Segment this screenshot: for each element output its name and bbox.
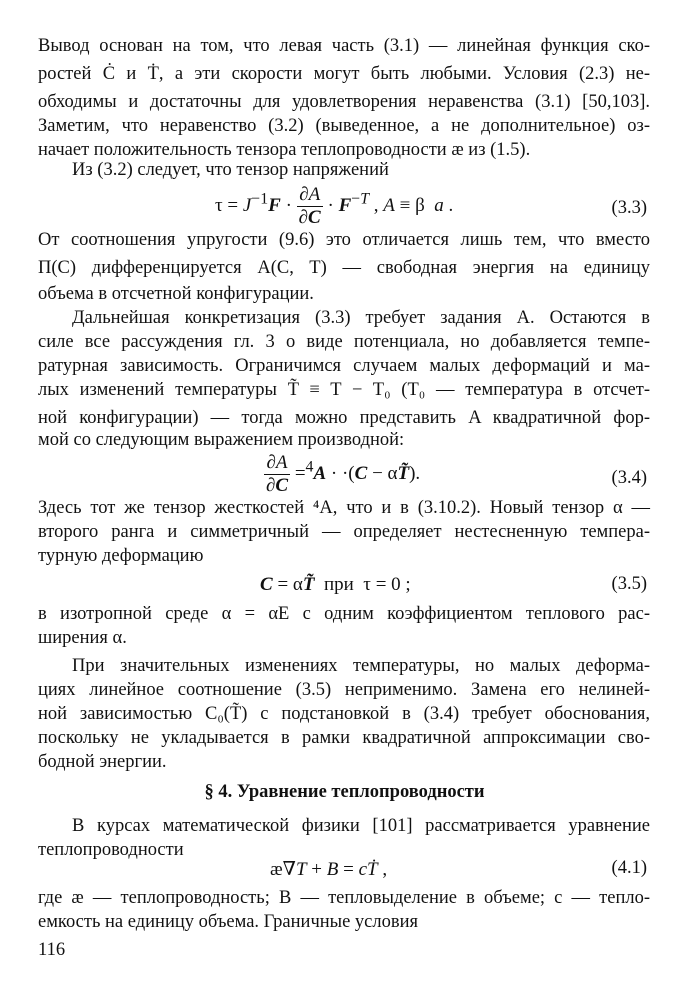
text-line: Вывод основан на том, что левая часть (3.1) — линейная функция ско- [38, 36, 650, 56]
equation-number: (3.5) [611, 574, 647, 594]
equation-number: (3.4) [611, 468, 647, 488]
text-line: объема в отсчетной конфигурации. [38, 284, 314, 304]
text-line: Дальнейшая конкретизация (3.3) требует задания A. Остаются в [72, 308, 650, 328]
equation-4-1: æ∇T + B = cṪ , [270, 859, 388, 880]
text-line: Здесь тот же тензор жесткостей ⁴A, что и в (3.10.2). Новый тензор α — [38, 498, 650, 518]
equation-3-4: $\frac{\partial A}{\partial C}$ =$^4$A · ·(C − αT̃). [266, 452, 421, 496]
page-number: 116 [38, 940, 66, 960]
text-line: теплопроводности [38, 840, 184, 860]
text-line: Π(C) дифференцируется A(C, T) — свободная энергия на единицу [38, 258, 650, 278]
text-line: начает положительность тензора теплопроводности æ из (1.5). [38, 140, 531, 160]
equation-number: (4.1) [611, 858, 647, 878]
text-line: ной конфигурации) — тогда можно представить A квадратичной фор- [38, 408, 650, 428]
equation-3-5: C = αT̃ при τ = 0 ; [260, 574, 411, 595]
equation-3-3: $\tau = J^{-1}F$ · $\frac{\partial A}{\partial C}$ · $F^{-T}$ , A ≡ β a . [215, 184, 454, 228]
text-line: ной зависимостью C₀(T̃) с подстановкой в (3.4) требует обоснования, [38, 704, 650, 724]
text-line: ростей Ċ и Ṫ, а эти скорости могут быть любыми. Условия (2.3) не- [38, 64, 650, 84]
text-line: поскольку не укладывается в рамки квадратичной аппроксимации сво- [38, 728, 650, 748]
text-line: емкость на единицу объема. Граничные условия [38, 912, 418, 932]
equation-number: (3.3) [611, 198, 647, 218]
text-line: лых изменений температуры T̃ ≡ T − T₀ (T₀ — температура в отсчет- [38, 380, 650, 400]
text-line: ширения α. [38, 628, 127, 648]
text-line: Заметим, что неравенство (3.2) (выведенное, а не дополнительное) оз- [38, 116, 650, 136]
text-line: турную деформацию [38, 546, 204, 566]
text-line: От соотношения упругости (9.6) это отличается лишь тем, что вместо [38, 230, 650, 250]
text-line: где æ — теплопроводность; B — тепловыделение в объеме; c — тепло- [38, 888, 650, 908]
text-line: обходимы и достаточны для удовлетворения неравенства (3.1) [50,103]. [38, 92, 650, 112]
text-line: силе все рассуждения гл. 3 о виде потенциала, но добавляется темпе- [38, 332, 650, 352]
section-heading: § 4. Уравнение теплопроводности [204, 782, 485, 802]
text-line: ратурная зависимость. Ограничимся случаем малых деформаций и ма- [38, 356, 650, 376]
text-line: При значительных изменениях температуры, но малых деформа- [72, 656, 650, 676]
text-line: В курсах математической физики [101] рассматривается уравнение [72, 816, 650, 836]
text-line: мой со следующим выражением производной: [38, 430, 405, 450]
text-line: в изотропной среде α = αE с одним коэффициентом теплового рас- [38, 604, 650, 624]
text-line: бодной энергии. [38, 752, 167, 772]
text-line: Из (3.2) следует, что тензор напряжений [72, 160, 389, 180]
text-line: второго ранга и симметричный — определяет нестесненную темпера- [38, 522, 650, 542]
text-line: циях линейное соотношение (3.5) неприменимо. Замена его нелиней- [38, 680, 650, 700]
